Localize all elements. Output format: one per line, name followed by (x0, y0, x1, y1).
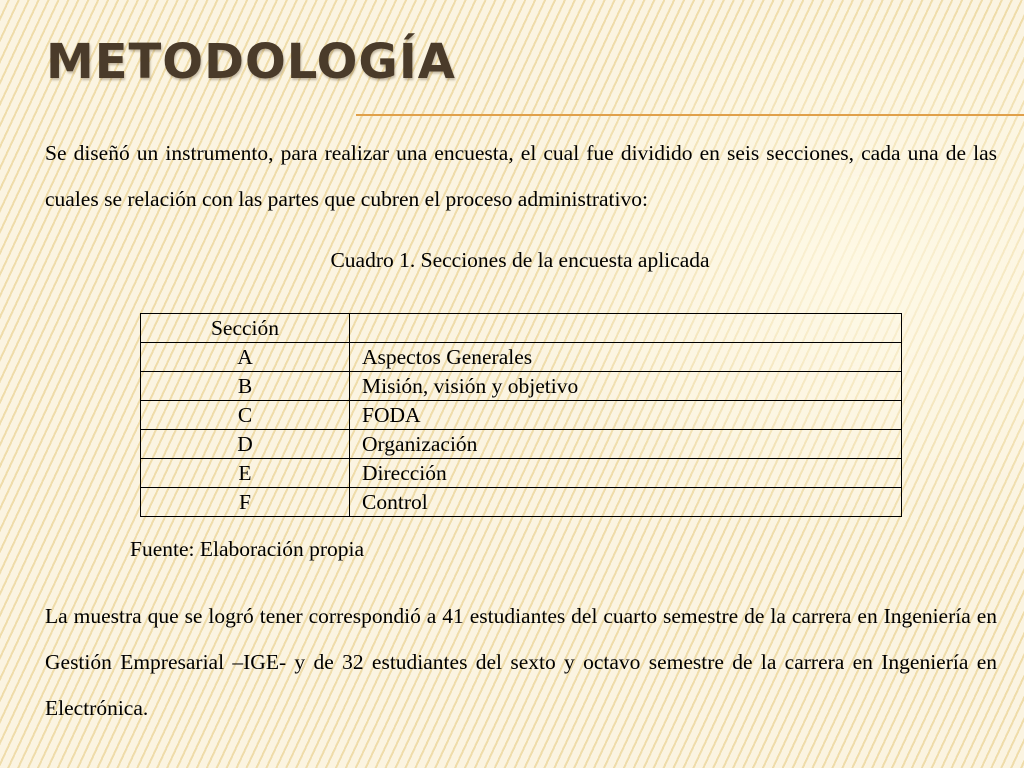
table-caption: Cuadro 1. Secciones de la encuesta aplicada (330, 248, 710, 272)
table-row (141, 430, 902, 459)
section-code: A (141, 343, 350, 372)
intro-paragraph: Se diseñó un instrumento, para realizar una encuesta, el cual fue dividido en seis secciones, cada una de las cuales se relación con las partes que cubren el proceso administrativo: (45, 141, 997, 211)
section-code: D (141, 430, 350, 459)
section-code: E (141, 459, 350, 488)
table-row (141, 372, 902, 401)
section-code: F (141, 488, 350, 517)
section-name: Aspectos Generales (350, 343, 902, 372)
table-header-row (141, 314, 902, 343)
section-code: C (141, 401, 350, 430)
section-name: Dirección (350, 459, 902, 488)
header-section: Sección (141, 314, 350, 343)
table-row (141, 343, 902, 372)
table-row (141, 459, 902, 488)
sections-table (140, 313, 902, 517)
section-name: Organización (350, 430, 902, 459)
header-description (350, 314, 902, 343)
table-source: Fuente: Elaboración propia (130, 537, 365, 561)
table-row (141, 401, 902, 430)
section-name: Misión, visión y objetivo (350, 372, 902, 401)
section-name: FODA (350, 401, 902, 430)
section-code: B (141, 372, 350, 401)
section-name: Control (350, 488, 902, 517)
table-row (141, 488, 902, 517)
title-divider (356, 114, 1024, 116)
conclusion-paragraph: La muestra que se logró tener correspondió a 41 estudiantes del cuarto semestre de la carrera en Ingeniería en Gestión Empresarial –IGE- y de 32 estudiantes del sexto y octavo semestre de la carrera en Ingeniería en Electrónica. (45, 604, 997, 720)
slide-title: METODOLOGÍA (46, 34, 456, 90)
